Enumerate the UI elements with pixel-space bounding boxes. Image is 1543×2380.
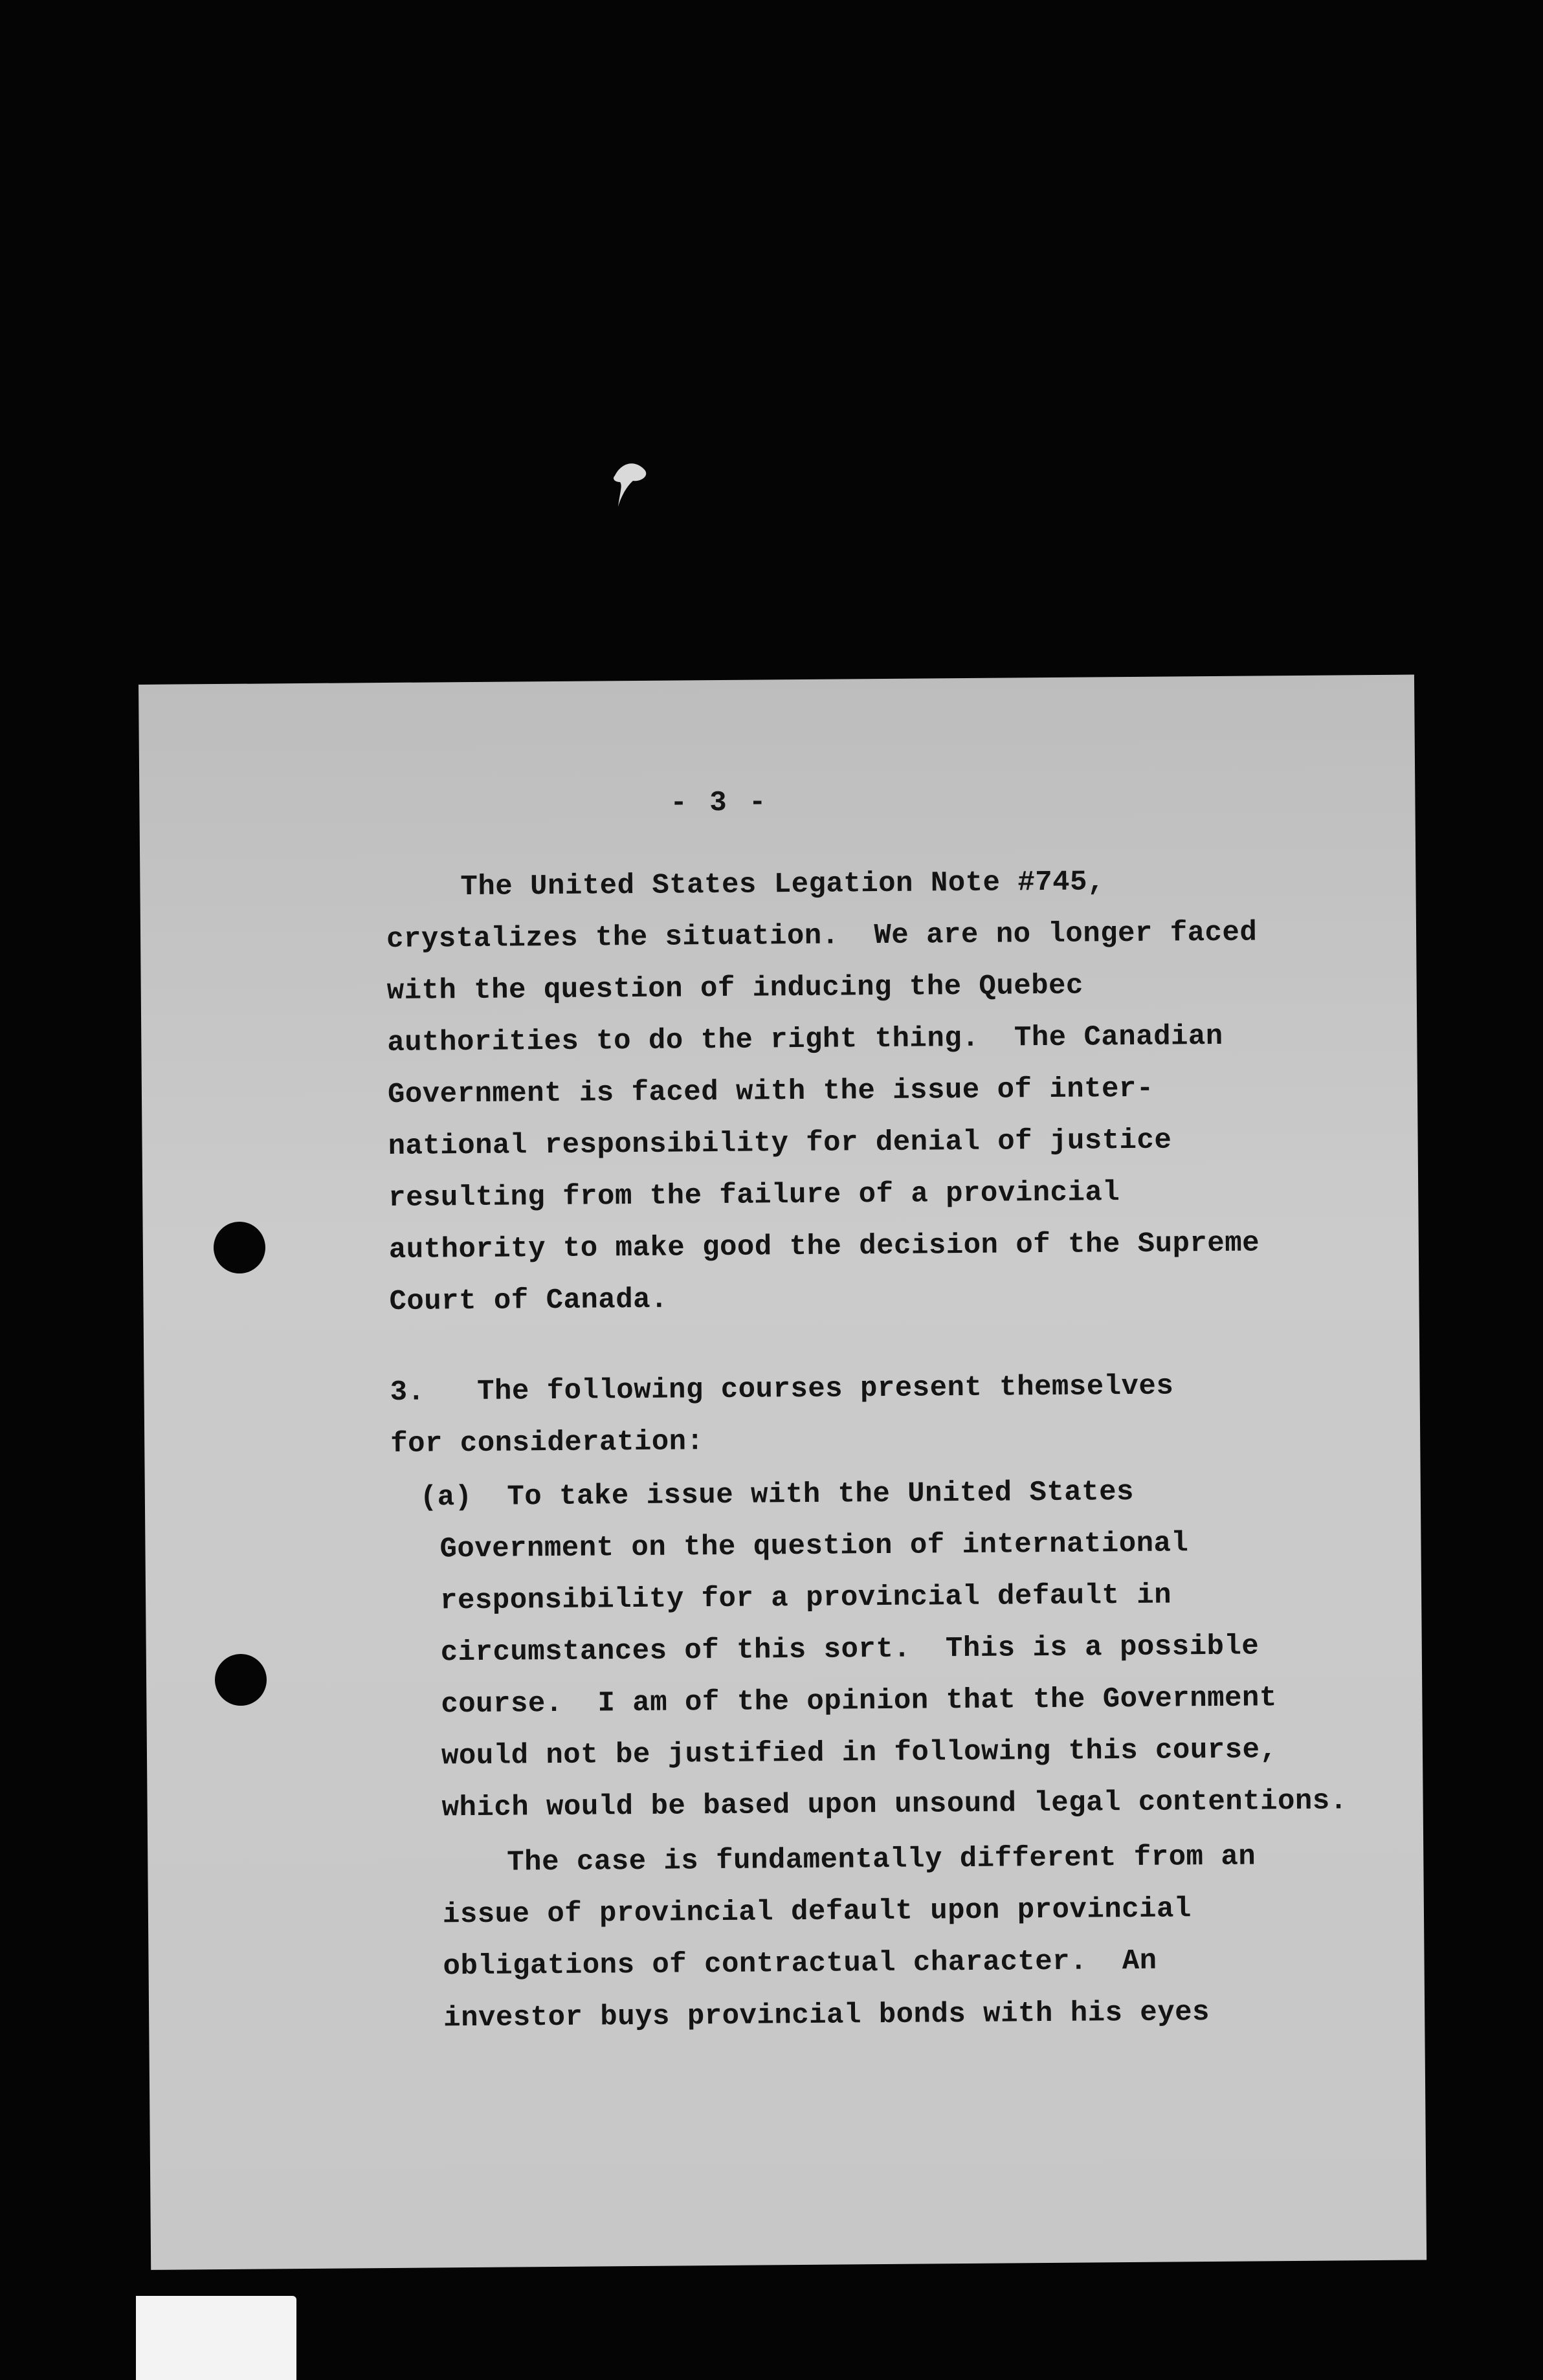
text-line-7: resulting from the failure of a provincial	[388, 1176, 1120, 1215]
text-line-10: 3. The following courses present themselves	[390, 1370, 1174, 1409]
text-line-18: which would be based upon unsound legal contentions.	[441, 1785, 1348, 1825]
text-line-1: The United States Legation Note #745,	[460, 866, 1105, 904]
document-paper	[139, 675, 1426, 2270]
text-line-22: investor buys provincial bonds with his eyes	[443, 1996, 1210, 2035]
text-line-4: authorities to do the right thing. The Canadian	[387, 1020, 1223, 1059]
text-line-3: with the question of inducing the Quebec	[386, 969, 1084, 1008]
text-line-16: course. I am of the opinion that the Government	[441, 1682, 1277, 1721]
text-line-2: crystalizes the situation. We are no longer faced	[386, 916, 1258, 956]
text-line-12: (a) To take issue with the United States	[419, 1475, 1135, 1514]
film-edge-tab	[136, 2296, 296, 2380]
text-line-8: authority to make good the decision of the Supreme	[388, 1227, 1260, 1266]
page-number: - 3 -	[670, 786, 769, 820]
text-line-15: circumstances of this sort. This is a possible	[440, 1630, 1260, 1669]
text-line-20: issue of provincial default upon provincial	[442, 1893, 1192, 1932]
punch-hole-bottom	[215, 1654, 267, 1706]
text-line-19: The case is fundamentally different from an	[507, 1840, 1256, 1879]
text-line-17: would not be justified in following this course,	[441, 1734, 1278, 1773]
text-line-14: responsibility for a provincial default in	[439, 1579, 1172, 1618]
text-line-5: Government is faced with the issue of inter-	[387, 1072, 1154, 1111]
punch-hole-top	[214, 1222, 265, 1273]
text-line-11: for consideration:	[390, 1426, 704, 1460]
text-line-13: Government on the question of international	[439, 1527, 1189, 1566]
text-line-6: national responsibility for denial of justice	[388, 1124, 1172, 1163]
text-line-9: Court of Canada.	[389, 1283, 669, 1318]
ink-speck-mark	[608, 456, 654, 508]
text-line-21: obligations of contractual character. An	[443, 1945, 1157, 1983]
